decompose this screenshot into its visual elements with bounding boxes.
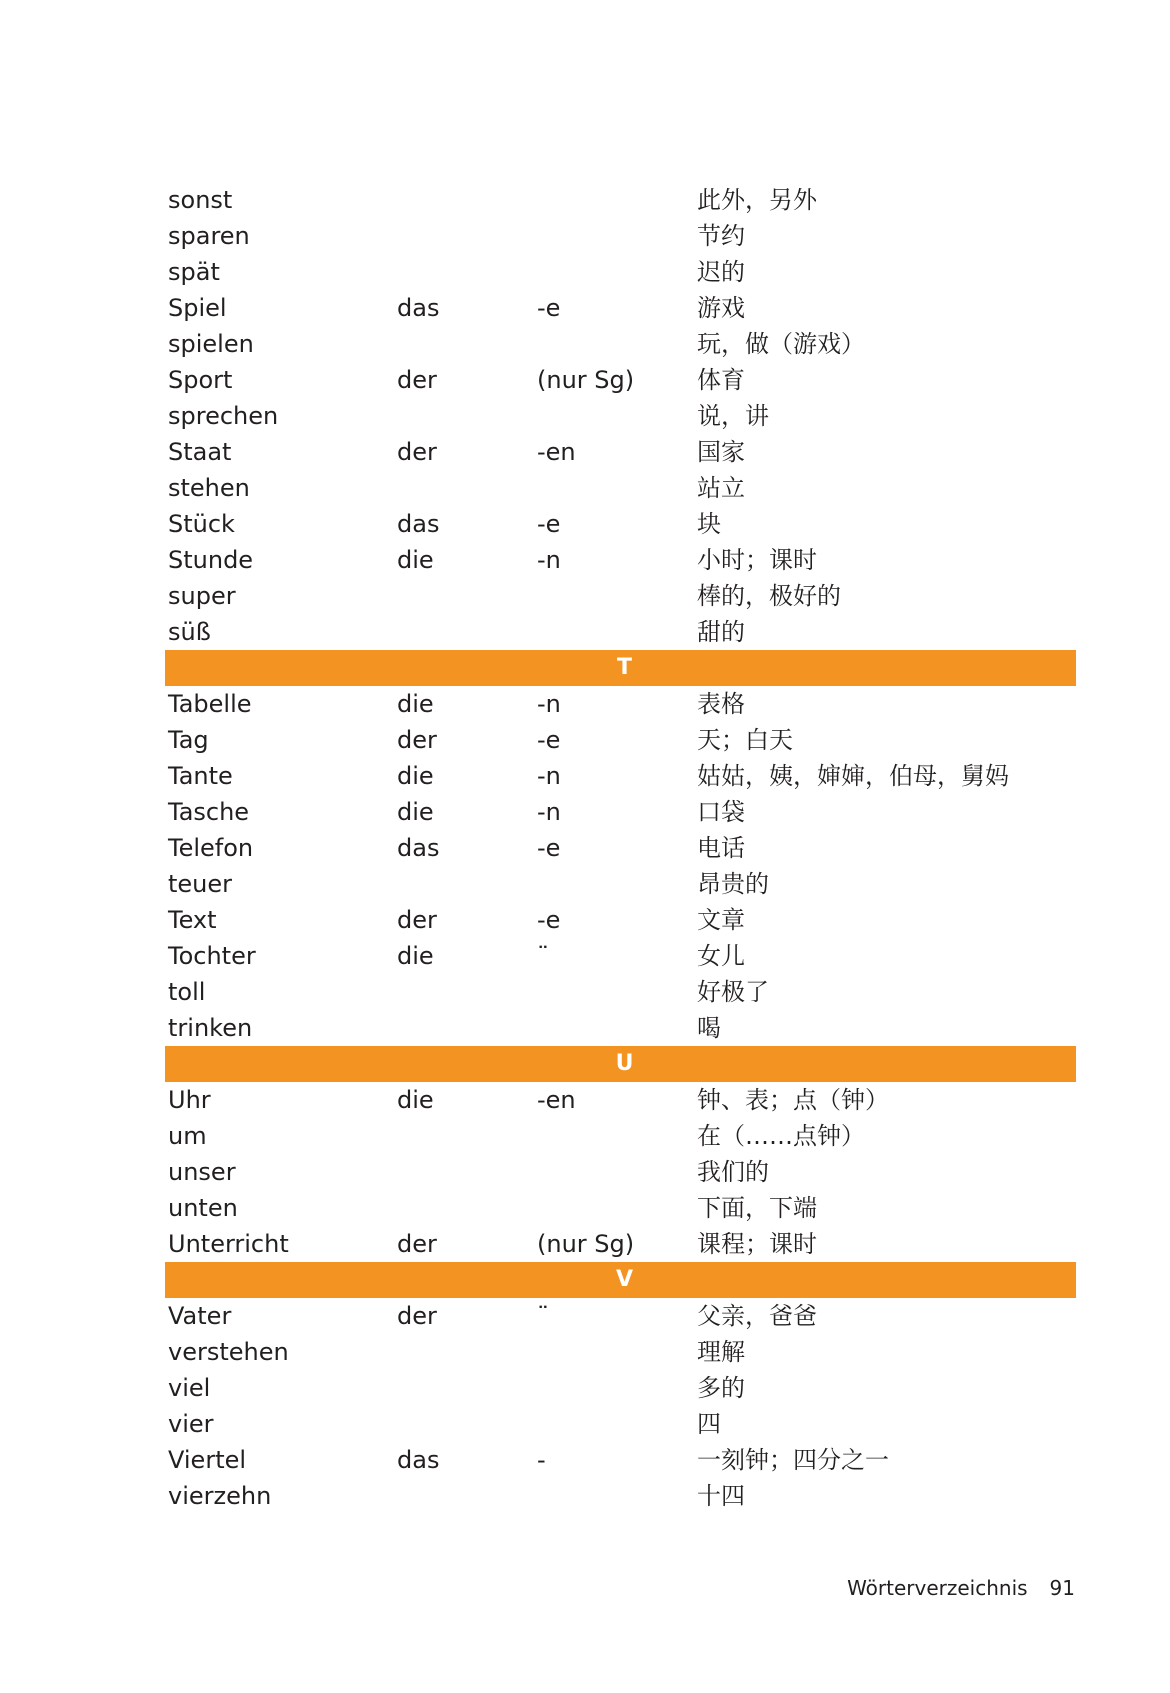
entry-plural: (nur Sg) — [537, 366, 635, 394]
entry-plural: -en — [537, 1086, 576, 1114]
letter-header-t — [165, 650, 1076, 686]
glossary-row — [165, 686, 1076, 722]
glossary-row — [165, 1406, 1076, 1442]
entry-word: Vater — [168, 1302, 232, 1330]
entry-article: der — [397, 1230, 437, 1258]
entry-plural: -e — [537, 294, 561, 322]
glossary-row — [165, 182, 1076, 218]
entry-translation: 棒的，极好的 — [697, 582, 841, 610]
entry-translation: 女儿 — [697, 942, 745, 970]
entry-article: der — [397, 438, 437, 466]
entry-article: die — [397, 546, 434, 574]
entry-word: Stück — [168, 510, 235, 538]
entry-translation: 游戏 — [697, 294, 745, 322]
entry-word: trinken — [168, 1014, 253, 1042]
letter-header-v — [165, 1262, 1076, 1298]
entry-word: Uhr — [168, 1086, 211, 1114]
glossary-row — [165, 542, 1076, 578]
entry-article: die — [397, 942, 434, 970]
page-number: 91 — [1049, 1576, 1075, 1600]
entry-translation: 课程；课时 — [697, 1230, 817, 1258]
entry-word: spät — [168, 258, 220, 286]
entry-article: die — [397, 690, 434, 718]
entry-word: Tante — [168, 762, 233, 790]
entry-article: das — [397, 1446, 440, 1474]
letter-header-u — [165, 1046, 1076, 1082]
entry-plural: -e — [537, 726, 561, 754]
entry-translation: 在（……点钟） — [697, 1122, 865, 1150]
glossary-row — [165, 326, 1076, 362]
entry-plural: ¨ — [537, 942, 549, 970]
glossary-row — [165, 578, 1076, 614]
entry-word: Tasche — [168, 798, 250, 826]
entry-article: der — [397, 906, 437, 934]
entry-translation: 多的 — [697, 1374, 745, 1402]
entry-word: verstehen — [168, 1338, 289, 1366]
entry-plural: ¨ — [537, 1302, 549, 1330]
glossary-row — [165, 1226, 1076, 1262]
entry-word: Stunde — [168, 546, 254, 574]
entry-translation: 口袋 — [697, 798, 745, 826]
entry-article: der — [397, 726, 437, 754]
entry-translation: 此外，另外 — [697, 186, 817, 214]
entry-article: das — [397, 294, 440, 322]
glossary-row — [165, 866, 1076, 902]
entry-translation: 一刻钟；四分之一 — [697, 1446, 889, 1474]
entry-translation: 国家 — [697, 438, 745, 466]
page-footer — [847, 1574, 1075, 1602]
glossary-row — [165, 1154, 1076, 1190]
entry-translation: 下面，下端 — [697, 1194, 817, 1222]
entry-word: teuer — [168, 870, 233, 898]
glossary-row — [165, 1442, 1076, 1478]
entry-plural: -e — [537, 834, 561, 862]
entry-translation: 父亲，爸爸 — [697, 1302, 817, 1330]
entry-article: der — [397, 366, 437, 394]
entry-translation: 四 — [697, 1410, 721, 1438]
entry-plural: -n — [537, 798, 561, 826]
entry-article: das — [397, 510, 440, 538]
entry-translation: 块 — [697, 510, 721, 538]
entry-plural: -en — [537, 438, 576, 466]
glossary-row — [165, 830, 1076, 866]
glossary-row — [165, 362, 1076, 398]
entry-word: Text — [168, 906, 217, 934]
entry-plural: - — [537, 1446, 546, 1474]
glossary-table — [165, 182, 1076, 1514]
entry-article: die — [397, 1086, 434, 1114]
glossary-row — [165, 938, 1076, 974]
entry-translation: 体育 — [697, 366, 745, 394]
footer-title: Wörterverzeichnis — [847, 1576, 1028, 1600]
glossary-row — [165, 1370, 1076, 1406]
entry-translation: 甜的 — [697, 618, 745, 646]
letter-header-label: V — [615, 1267, 634, 1292]
entry-translation: 钟、表；点（钟） — [697, 1086, 889, 1114]
glossary-row — [165, 1118, 1076, 1154]
entry-translation: 小时；课时 — [697, 546, 817, 574]
entry-translation: 好极了 — [697, 978, 769, 1006]
entry-plural: -e — [537, 906, 561, 934]
entry-word: toll — [168, 978, 206, 1006]
entry-translation: 理解 — [697, 1338, 745, 1366]
entry-translation: 十四 — [697, 1482, 745, 1510]
entry-plural: -n — [537, 690, 561, 718]
glossary-row — [165, 722, 1076, 758]
entry-word: Viertel — [168, 1446, 247, 1474]
entry-word: Telefon — [168, 834, 254, 862]
letter-header-label: T — [616, 655, 632, 680]
glossary-row — [165, 1298, 1076, 1334]
glossary-row — [165, 434, 1076, 470]
entry-plural: (nur Sg) — [537, 1230, 635, 1258]
entry-plural: -e — [537, 510, 561, 538]
entry-word: Sport — [168, 366, 233, 394]
glossary-row — [165, 794, 1076, 830]
entry-word: super — [168, 582, 236, 610]
entry-translation: 迟的 — [697, 258, 745, 286]
glossary-row — [165, 290, 1076, 326]
entry-translation: 昂贵的 — [697, 870, 769, 898]
entry-article: die — [397, 762, 434, 790]
entry-plural: -n — [537, 762, 561, 790]
entry-translation: 电话 — [697, 834, 745, 862]
glossary-row — [165, 1082, 1076, 1118]
glossary-row — [165, 470, 1076, 506]
entry-word: unten — [168, 1194, 238, 1222]
entry-word: Unterricht — [168, 1230, 289, 1258]
entry-word: sparen — [168, 222, 250, 250]
entry-translation: 说，讲 — [697, 402, 769, 430]
entry-translation: 节约 — [697, 222, 745, 250]
entry-word: vier — [168, 1410, 214, 1438]
entry-word: sonst — [168, 186, 233, 214]
entry-article: der — [397, 1302, 437, 1330]
glossary-row — [165, 902, 1076, 938]
glossary-row — [165, 398, 1076, 434]
entry-translation: 文章 — [697, 906, 745, 934]
entry-translation: 玩，做（游戏） — [697, 330, 865, 358]
glossary-row — [165, 974, 1076, 1010]
entry-word: vierzehn — [168, 1482, 272, 1510]
entry-plural: -n — [537, 546, 561, 574]
entry-translation: 天；白天 — [697, 726, 793, 754]
entry-article: das — [397, 834, 440, 862]
entry-article: die — [397, 798, 434, 826]
entry-word: süß — [168, 618, 211, 646]
glossary-row — [165, 506, 1076, 542]
glossary-row — [165, 758, 1076, 794]
entry-word: viel — [168, 1374, 211, 1402]
entry-word: Tabelle — [168, 690, 252, 718]
letter-header-label: U — [615, 1051, 634, 1076]
entry-word: Spiel — [168, 294, 227, 322]
entry-translation: 站立 — [697, 474, 745, 502]
entry-word: sprechen — [168, 402, 279, 430]
glossary-row — [165, 1334, 1076, 1370]
entry-translation: 姑姑，姨，婶婶，伯母，舅妈 — [697, 762, 1009, 790]
glossary-row — [165, 218, 1076, 254]
entry-word: Tag — [168, 726, 209, 754]
entry-word: spielen — [168, 330, 254, 358]
entry-word: Staat — [168, 438, 232, 466]
glossary-row — [165, 254, 1076, 290]
glossary-row — [165, 1010, 1076, 1046]
entry-translation: 喝 — [697, 1014, 721, 1042]
glossary-row — [165, 614, 1076, 650]
entry-translation: 表格 — [697, 690, 745, 718]
entry-word: Tochter — [168, 942, 256, 970]
entry-word: um — [168, 1122, 207, 1150]
entry-word: unser — [168, 1158, 236, 1186]
glossary-row — [165, 1478, 1076, 1514]
entry-translation: 我们的 — [697, 1158, 769, 1186]
glossary-row — [165, 1190, 1076, 1226]
entry-word: stehen — [168, 474, 250, 502]
